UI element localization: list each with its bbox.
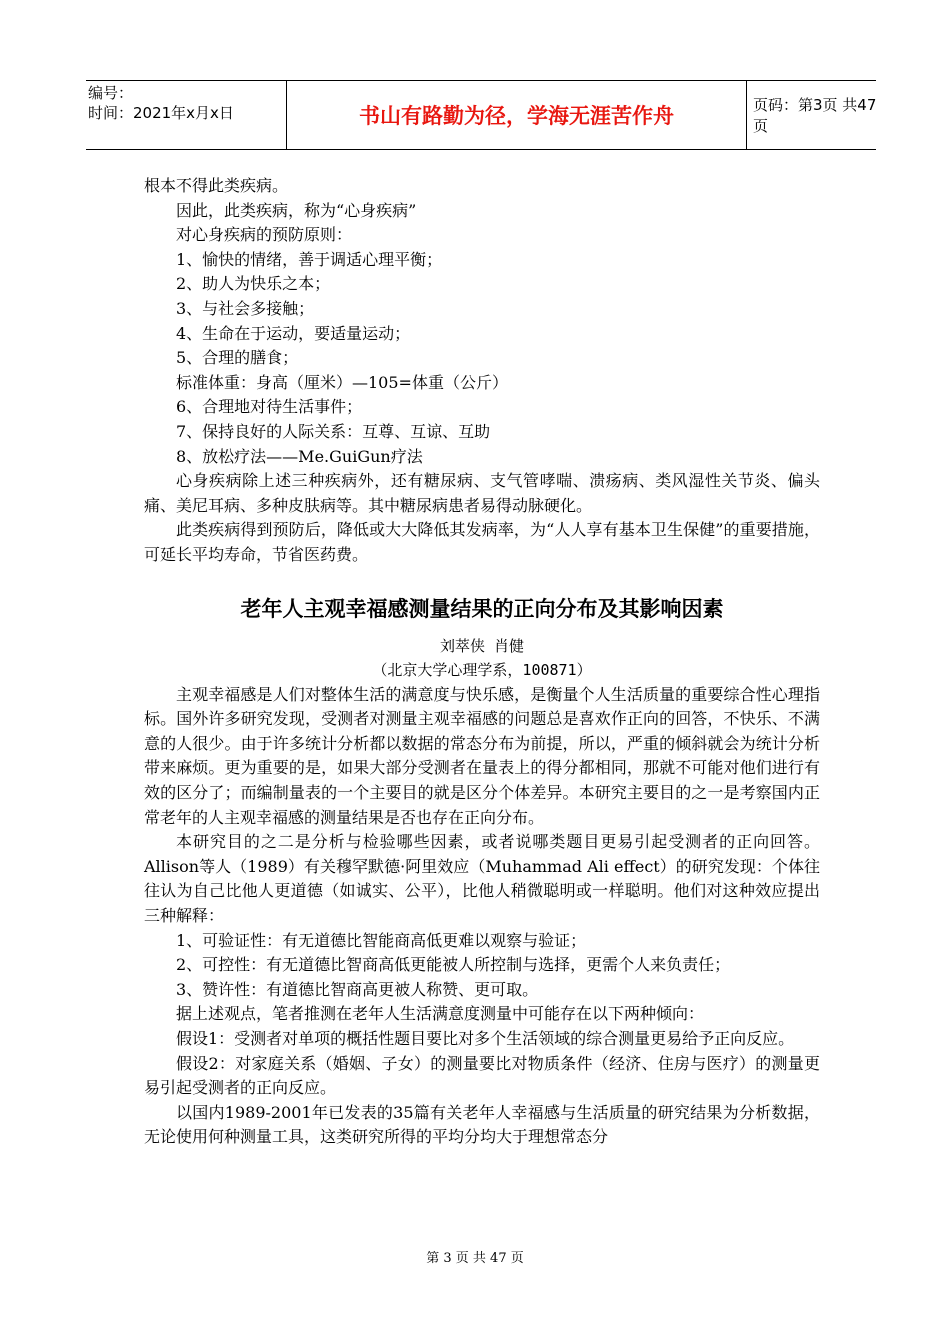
paragraph: 假设2：对家庭关系（婚姻、子女）的测量要比对物质条件（经济、住房与医疗）的测量更易引起受测者的正向反应。 [144,1053,820,1098]
page-footer: 第 3 页 共 47 页 [426,1251,524,1266]
header-motto: 书山有路勤为径，学海无涯苦作舟 [286,81,747,149]
page-header [86,80,876,150]
paragraph: 心身疾病除上述三种疾病外，还有糖尿病、支气管哮喘、溃疡病、类风湿性关节炎、偏头痛、美尼耳病、多种皮肤病等。其中糖尿病患者易得动脉硬化。 [144,471,820,515]
list-item: 2、助人为快乐之本； [176,274,331,294]
list-item: 8、放松疗法——Me.GuiGun疗法 [176,446,423,466]
document-body [144,174,820,1150]
list-item: 6、合理地对待生活事件； [176,397,363,417]
number-label: 编号： [88,84,134,102]
paragraph: 对心身疾病的预防原则： [176,225,353,245]
list-item: 4、生命在于运动，要适量运动； [176,323,411,343]
list-item: 7、保持良好的人际关系：互尊、互谅、互助 [176,421,491,441]
paragraph: 此类疾病得到预防后，降低或大大降低其发病率，为“人人享有基本卫生保健”的重要措施，可延长平均寿命，节省医药费。 [144,520,820,564]
paragraph: 主观幸福感是人们对整体生活的满意度与快乐感，是衡量个人生活质量的重要综合性心理指标。国外许多研究发现，受测者对测量主观幸福感的问题总是喜欢作正向的回答，不快乐、不满意的人很少。由于许多统计分析都以数据的常态分布为前提，所以，严重的倾斜就会为统计分析带来麻烦。更为重要的是，如果大部分受测者在量表上的得分都相同，那就不可能对他们进行有效的区分了；而编制量表的一个主要目的就是区分个体差异。本研究主要目的之一是考察国内正常老年的人主观幸福感的测量结果是否也存在正向分布。 [144,684,820,827]
paragraph: 根本不得此类疾病。 [144,176,289,195]
list-item: 1、愉快的情绪，善于调适心理平衡； [176,249,443,269]
list-item: 3、赞许性：有道德比智商高更被人称赞、更可取。 [176,979,539,999]
paragraph: 以国内1989-2001年已发表的35篇有关老年人幸福感与生活质量的研究结果为分析数据，无论使用何种测量工具，这类研究所得的平均分均大于理想常态分 [144,1102,820,1147]
list-item: 3、与社会多接触； [176,298,315,318]
header-meta [86,81,286,149]
article-title: 老年人主观幸福感测量结果的正向分布及其影响因素 [240,596,724,621]
list-item: 1、可验证性：有无道德比智能商高低更难以观察与验证； [176,930,587,950]
list-item: 2、可控性：有无道德比智商高低更能被人所控制与选择，更需个人来负责任； [176,955,731,975]
paragraph: 标准体重：身高（厘米）—105=体重（公斤） [176,372,508,392]
list-item: 5、合理的膳食； [176,348,299,368]
header-page-info: 页码：第3页 共47页 [753,96,877,135]
paragraph: 假设1：受测者对单项的概括性题目要比对多个生活领域的综合测量更易给予正向反应。 [176,1029,795,1048]
paragraph: 本研究目的之二是分析与检验哪些因素，或者说哪类题目更易引起受测者的正向回答。Allison等人（1989）有关穆罕默德·阿里效应（Muhammad Ali effect）的研究发现：个体往往认为自己比他人更道德（如诚实、公平），比他人稍微聪明或一样聪明。他们对这种效应提出三种解释： [144,832,820,926]
article-authors: 刘萃侠 肖健 [439,636,525,655]
paragraph: 因此，此类疾病，称为“心身疾病” [176,200,417,220]
paragraph: 据上述观点，笔者推测在老年人生活满意度测量中可能存在以下两种倾向： [176,1004,705,1024]
article-affiliation: （北京大学心理学系，100871） [372,661,592,680]
time-label: 时间：2021年x月x日 [88,104,234,122]
